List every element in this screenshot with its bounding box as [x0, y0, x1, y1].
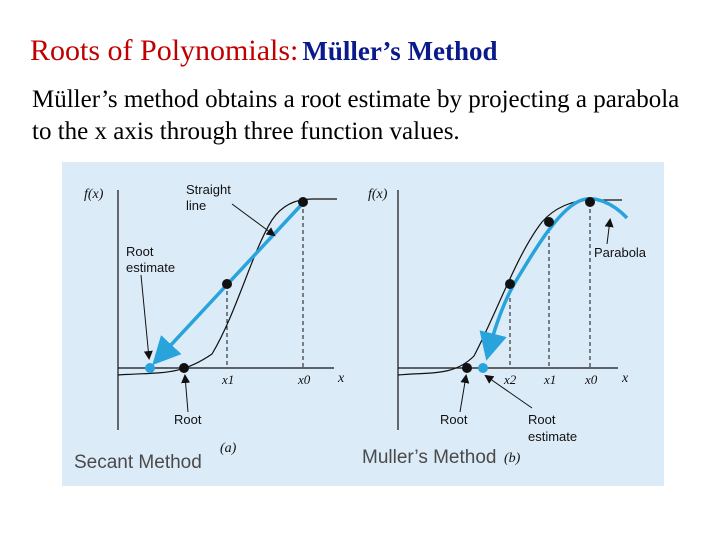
panel-a-root-estimate-point [145, 363, 155, 373]
panel-b-x1-point [544, 217, 554, 227]
panel-a-straight-label-2: line [186, 198, 207, 213]
panel-b-root-estimate-label-1: Root [528, 412, 556, 427]
panel-a-straight-label-1: Straight [186, 182, 231, 197]
panel-a-x0-point [298, 197, 308, 207]
panel-b-y-label: f(x) [368, 187, 388, 202]
panel-a-straight-line-pointer [232, 204, 274, 235]
secant-method-caption: Secant Method [74, 452, 202, 473]
figure-panel [62, 162, 664, 486]
panel-a-root-estimate-pointer [141, 275, 149, 358]
panel-b-x0-point [585, 197, 595, 207]
muller-method-caption: Muller’s Method [362, 447, 497, 468]
panel-a [84, 182, 345, 456]
title-method: Müller’s Method [302, 36, 498, 66]
panel-a-letter: (a) [220, 441, 237, 456]
panel-a-root-estimate-label-1: Root [126, 244, 154, 259]
panel-b-x-label: x [622, 371, 629, 386]
panel-b-root-point [462, 363, 472, 373]
slide-title [30, 34, 498, 68]
panel-b-x2-tick: x2 [504, 372, 517, 387]
slide-subtitle: Müller’s method obtains a root estimate by projecting a parabola to the x axis through three function values. [32, 86, 680, 145]
panel-b-letter: (b) [504, 451, 521, 466]
panel-a-x1-point [222, 279, 232, 289]
panel-b-parabola [488, 199, 627, 354]
panel-a-root-label: Root [174, 412, 202, 427]
panel-b-parabola-pointer [607, 220, 610, 244]
panel-a-x1-tick: x1 [222, 372, 235, 387]
panel-b-root-label: Root [440, 412, 468, 427]
panel-a-y-label: f(x) [84, 187, 104, 202]
panel-b [368, 187, 647, 466]
panel-b-root-pointer [460, 376, 466, 412]
panel-b-root-estimate-label-2: estimate [528, 429, 578, 444]
panel-a-x0-tick: x0 [298, 372, 311, 387]
panel-a-root-estimate-label-2: estimate [126, 260, 176, 275]
panel-b-parabola-label: Parabola [594, 245, 647, 260]
panel-a-root-point [179, 363, 189, 373]
panel-a-root-pointer [185, 376, 188, 412]
panel-b-x0-tick: x0 [585, 372, 598, 387]
title-main: Roots of Polynomials: [30, 34, 299, 67]
panel-b-root-estimate-point [478, 363, 488, 373]
panel-b-x1-tick: x1 [544, 372, 557, 387]
figure-svg [62, 162, 664, 486]
panel-a-x-label: x [338, 371, 345, 386]
panel-b-x2-point [505, 279, 515, 289]
